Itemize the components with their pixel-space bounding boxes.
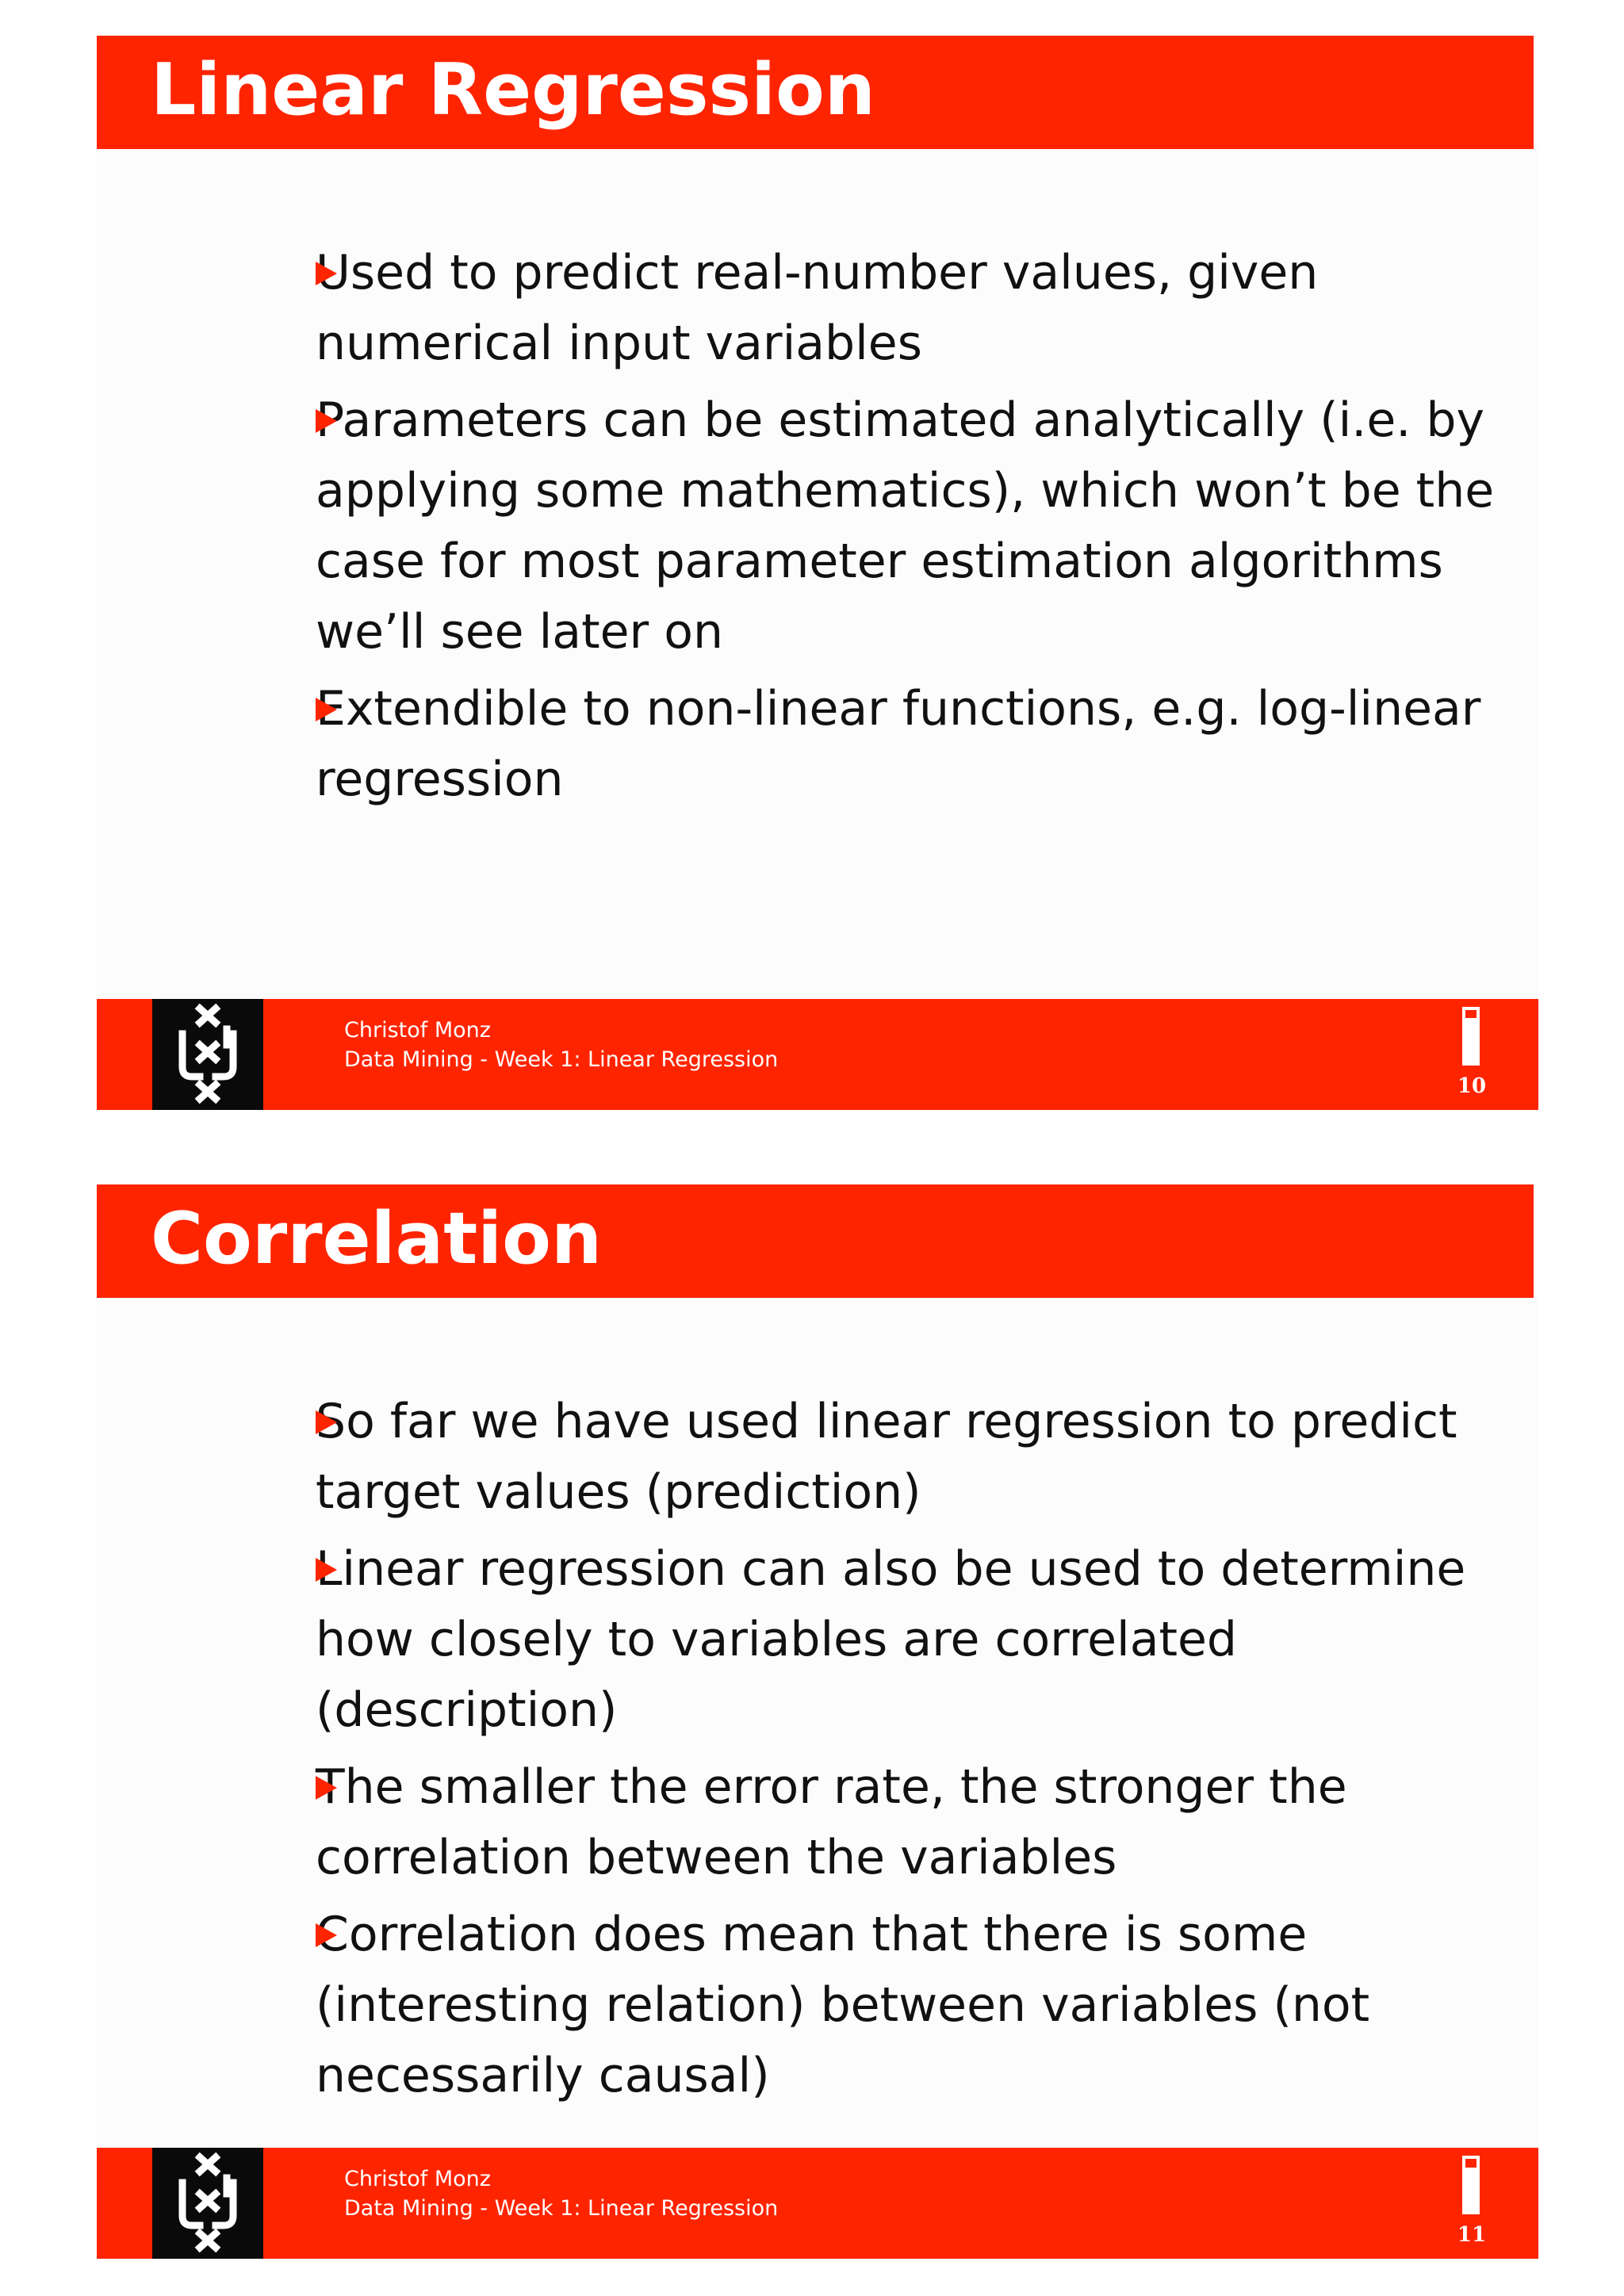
- footer-author: Christof Monz: [344, 2167, 491, 2191]
- progress-indicator: [1462, 1007, 1480, 1066]
- slide: [97, 36, 1538, 1110]
- bullet-item: [216, 674, 1516, 815]
- slide-footer: [97, 2148, 1538, 2259]
- bullet-text: Extendible to non-linear functions, e.g. log-linear regression: [316, 681, 1481, 807]
- bullet-item: [216, 1900, 1516, 2111]
- university-logo-icon: [152, 2148, 263, 2259]
- page-number: 10: [1457, 1074, 1487, 1098]
- bullet-text: Used to predict real-number values, given numerical input variables: [316, 245, 1319, 371]
- slide-title: Linear Regression: [151, 48, 875, 132]
- bullet-item: [216, 1534, 1516, 1746]
- bullet-list: [216, 238, 1516, 821]
- bullet-text: Correlation does mean that there is some (interesting relation) between variables (not necessarily causal): [316, 1907, 1370, 2103]
- title-bar: [97, 36, 1534, 149]
- triangle-bullet-icon: [316, 1776, 337, 1800]
- footer-author: Christof Monz: [344, 1018, 491, 1043]
- bullet-list: [216, 1387, 1516, 2118]
- slide-footer: [97, 999, 1538, 1110]
- bullet-text: So far we have used linear regression to predict target values (prediction): [316, 1394, 1457, 1520]
- triangle-bullet-icon: [316, 1923, 337, 1947]
- progress-indicator: [1462, 2156, 1480, 2214]
- bullet-item: [216, 385, 1516, 668]
- university-logo-icon: [152, 999, 263, 1110]
- triangle-bullet-icon: [316, 1558, 337, 1582]
- footer-course: Data Mining - Week 1: Linear Regression: [344, 2196, 779, 2221]
- bullet-text: The smaller the error rate, the stronger the correlation between the variables: [316, 1759, 1347, 1885]
- title-bar: [97, 1184, 1534, 1298]
- triangle-bullet-icon: [316, 409, 337, 433]
- progress-remaining: [1465, 2159, 1477, 2168]
- progress-remaining: [1465, 1010, 1477, 1018]
- bullet-item: [216, 238, 1516, 379]
- bullet-item: [216, 1387, 1516, 1528]
- triangle-bullet-icon: [316, 1410, 337, 1434]
- triangle-bullet-icon: [316, 698, 337, 721]
- slide: [97, 1184, 1538, 2259]
- page-number: 11: [1457, 2223, 1487, 2247]
- footer-course: Data Mining - Week 1: Linear Regression: [344, 1047, 779, 1072]
- slide-title: Correlation: [151, 1197, 603, 1280]
- triangle-bullet-icon: [316, 262, 337, 285]
- bullet-text: Linear regression can also be used to determine how closely to variables are correlated (description): [316, 1541, 1466, 1738]
- bullet-item: [216, 1752, 1516, 1893]
- bullet-text: Parameters can be estimated analytically (i.e. by applying some mathematics), which won’t be the case for most parameter estimation algorithms we’ll see later on: [316, 392, 1495, 660]
